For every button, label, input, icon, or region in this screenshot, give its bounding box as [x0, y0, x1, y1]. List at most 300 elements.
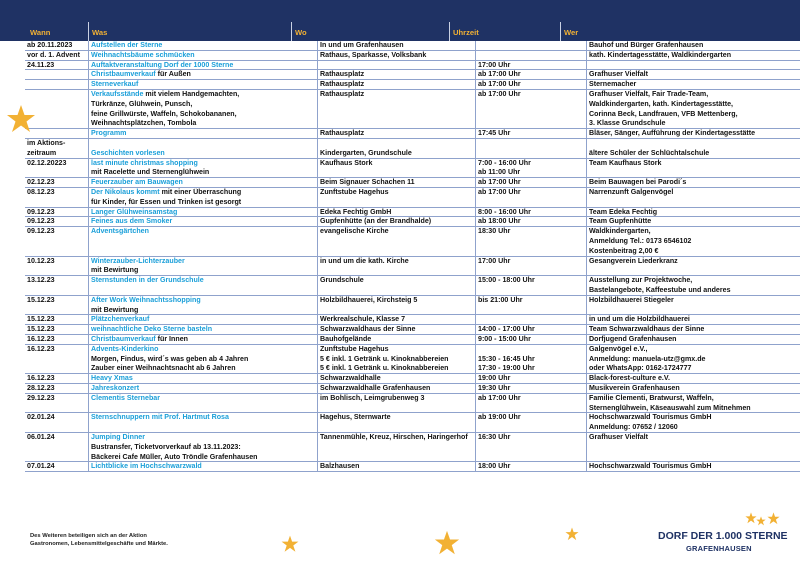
- cell-wann: [25, 70, 90, 79]
- cell-uhrzeit: [475, 384, 588, 393]
- cell-wer: [586, 61, 800, 70]
- cell-line: [91, 70, 319, 79]
- cell-line: 28.12.23: [27, 384, 55, 392]
- event-title: Lichtblicke im Hochschwarzwald: [91, 462, 202, 471]
- cell-was: [88, 257, 319, 276]
- cell-wann: [25, 276, 90, 295]
- cell-line: 5 € inkl. 1 Getränk u. Kinoknabbereien: [320, 354, 449, 363]
- cell-line: [91, 149, 319, 158]
- cell-was: [88, 413, 319, 432]
- cell-line: [91, 325, 319, 334]
- cell-uhrzeit: [475, 51, 588, 60]
- cell-wann: [25, 315, 90, 324]
- star-decoration-icon: [6, 104, 36, 134]
- cell-line: oder WhatsApp: 0162-1724777: [589, 364, 692, 373]
- cell-wo: [317, 433, 478, 461]
- cell-line: Ausstellung zur Projektwoche,: [589, 276, 693, 285]
- cell-wann: [25, 374, 90, 383]
- cell-line: [91, 139, 319, 149]
- cell-line: 18:00 Uhr: [478, 462, 511, 471]
- event-detail: für Außen: [155, 70, 191, 79]
- cell-line: Balzhausen: [320, 462, 360, 471]
- header-wer: Wer: [564, 28, 579, 37]
- cell-wer: [586, 276, 800, 295]
- cell-wann: [25, 394, 90, 413]
- header-wo: Wo: [295, 28, 307, 37]
- cell-wer: [586, 51, 800, 60]
- event-detail: mit Bewirtung: [91, 305, 139, 314]
- cell-wann: [25, 296, 90, 315]
- cell-wer: [586, 227, 800, 255]
- cell-line: Galgenvögel e.V.,: [589, 344, 648, 353]
- cell-line: Edeka Fechtig GmbH: [320, 207, 392, 216]
- event-title: Advents-Kinderkino: [91, 344, 159, 353]
- cell-was: [88, 325, 319, 334]
- event-title: Winterzauber-Lichterzauber: [91, 256, 185, 265]
- cell-line: Kaufhaus Stork: [320, 158, 373, 167]
- table-row: [25, 462, 800, 472]
- cell-line: Bauhofgelände: [320, 335, 372, 343]
- cell-line: 14:00 - 17:00 Uhr: [478, 325, 535, 334]
- cell-line: Anmeldung: manuela-utz@gmx.de: [589, 354, 706, 363]
- cell-line: [91, 462, 319, 471]
- cell-line: [91, 364, 319, 373]
- event-detail: mit Bewirtung: [91, 266, 139, 275]
- cell-line: 3. Klasse Grundschule: [589, 119, 666, 128]
- cell-line: in und um die Holzbildhauerei: [589, 315, 690, 324]
- cell-line: in und um die kath. Kirche: [320, 256, 409, 265]
- cell-line: 15:30 - 16:45 Uhr: [478, 354, 535, 363]
- event-title: Jumping Dinner: [91, 433, 145, 441]
- cell-was: [88, 462, 319, 471]
- cell-wann: [25, 208, 90, 217]
- cell-wann: [25, 227, 90, 255]
- cell-wo: [317, 325, 478, 334]
- cell-wann: [25, 325, 90, 334]
- cell-uhrzeit: [475, 129, 588, 138]
- cell-line: Grundschule: [320, 276, 364, 285]
- cell-line: Zunftstube Hagehus: [320, 188, 389, 196]
- cell-line: Bastelangebote, Kaffeestube und anderes: [589, 285, 731, 294]
- cell-uhrzeit: [475, 296, 588, 315]
- event-title: Clementis Sternebar: [91, 393, 160, 402]
- cell-line: zeitraum: [27, 148, 57, 157]
- cell-line: Grafhuser Vielfalt: [589, 433, 649, 441]
- cell-line: Narrenzunft Galgenvögel: [589, 188, 674, 196]
- cell-line: [91, 119, 319, 128]
- cell-line: Kostenbeitrag 2,00 €: [589, 246, 659, 255]
- event-title: Christbaumverkauf: [91, 335, 156, 343]
- cell-was: [88, 374, 319, 383]
- cell-line: 29.12.23: [27, 393, 55, 402]
- cell-line: 07.01.24: [27, 462, 55, 471]
- event-title: Verkaufsstände: [91, 90, 144, 98]
- cell-was: [88, 80, 319, 89]
- table-row: [25, 80, 800, 90]
- cell-was: [88, 345, 319, 373]
- cell-wer: [586, 335, 800, 344]
- cell-wann: [25, 41, 90, 50]
- cell-wo: [317, 208, 478, 217]
- cell-uhrzeit: [475, 178, 588, 187]
- cell-line: 09.12.23: [27, 227, 55, 236]
- event-title: Geschichten vorlesen: [91, 148, 165, 157]
- cell-line: ab 11:00 Uhr: [478, 168, 521, 177]
- cell-line: 16:30 Uhr: [478, 433, 511, 441]
- cell-line: [91, 110, 319, 120]
- cell-line: 19:00 Uhr: [478, 374, 511, 383]
- cell-wer: [586, 345, 800, 373]
- table-row: [25, 345, 800, 374]
- cell-wann: [25, 433, 90, 461]
- cell-line: 17:30 - 19:00 Uhr: [478, 364, 535, 373]
- cell-line: [91, 188, 319, 198]
- cell-uhrzeit: [475, 227, 588, 255]
- event-title: Aufstellen der Sterne: [91, 41, 163, 49]
- cell-line: Team Schwarzwaldhaus der Sinne: [589, 325, 705, 334]
- cell-was: [88, 227, 319, 255]
- cell-line: Bauhof und Bürger Grafenhausen: [589, 41, 704, 49]
- cell-was: [88, 433, 319, 461]
- table-row: [25, 217, 800, 227]
- cell-line: Waldkindergarten, kath. Kindertagesstätte,: [589, 99, 734, 108]
- cell-uhrzeit: [475, 208, 588, 217]
- table-row: [25, 139, 800, 159]
- cell-line: ab 20.11.2023: [27, 41, 73, 49]
- cell-line: ab 17:00 Uhr: [478, 90, 521, 98]
- cell-line: [91, 384, 319, 393]
- event-title: Programm: [91, 129, 127, 138]
- cell-was: [88, 90, 319, 128]
- cell-uhrzeit: [475, 257, 588, 276]
- cell-wer: [586, 70, 800, 79]
- cell-line: 16.12.23: [27, 374, 55, 383]
- cell-line: 8:00 - 16:00 Uhr: [478, 207, 531, 216]
- cell-line: ab 17:00 Uhr: [478, 178, 521, 187]
- cell-uhrzeit: [475, 139, 588, 158]
- table-row: [25, 276, 800, 296]
- cell-uhrzeit: [475, 61, 588, 70]
- cell-line: ab 18:00 Uhr: [478, 217, 521, 226]
- cell-wo: [317, 315, 478, 324]
- cell-line: kath. Kindertagesstätte, Waldkindergarten: [589, 50, 732, 59]
- event-detail: für Kinder, für Essen und Trinken ist gesorgt: [91, 197, 242, 206]
- star-decoration-icon: [767, 512, 780, 525]
- event-detail: mit Racelette und Sternenglühwein: [91, 168, 210, 177]
- cell-line: ab 17:00 Uhr: [478, 188, 521, 196]
- event-detail: Türkränze, Glühwein, Punsch,: [91, 99, 193, 108]
- cell-wer: [586, 462, 800, 471]
- cell-wer: [586, 325, 800, 334]
- cell-was: [88, 159, 319, 178]
- cell-was: [88, 70, 319, 79]
- cell-line: Team Kaufhaus Stork: [589, 158, 662, 167]
- cell-line: [91, 345, 319, 355]
- cell-wo: [317, 41, 478, 50]
- cell-uhrzeit: [475, 345, 588, 373]
- cell-line: Schwarzwaldhalle Grafenhausen: [320, 384, 431, 392]
- cell-line: 15.12.23: [27, 315, 55, 324]
- table-row: [25, 41, 800, 51]
- footer-note-line: Des Weiteren beteiligen sich an der Aktion: [30, 533, 147, 539]
- cell-wer: [586, 188, 800, 207]
- event-title: Der Nikolaus kommt: [91, 188, 160, 196]
- cell-wer: [586, 208, 800, 217]
- cell-uhrzeit: [475, 462, 588, 471]
- logo: [654, 530, 800, 560]
- cell-line: Sternemacher: [589, 80, 637, 89]
- cell-line: bis 21:00 Uhr: [478, 295, 523, 304]
- cell-line: [91, 335, 319, 344]
- cell-line: Rathausplatz: [320, 80, 365, 89]
- cell-uhrzeit: [475, 217, 588, 226]
- event-detail: Bäckerei Cafe Müller, Auto Tröndle Grafenhausen: [91, 452, 258, 461]
- cell-line: 02.12.23: [27, 178, 55, 187]
- cell-line: [478, 345, 588, 355]
- cell-line: Kindergarten, Grundschule: [320, 148, 412, 157]
- cell-line: 16.12.23: [27, 344, 55, 353]
- cell-line: Team Edeka Fechtig: [589, 207, 658, 216]
- event-detail: Weihnachtsplätzchen, Tombola: [91, 119, 197, 128]
- cell-line: Rathausplatz: [320, 129, 365, 138]
- cell-line: Gupfenhütte (an der Brandhalde): [320, 217, 432, 226]
- cell-line: [91, 129, 319, 138]
- cell-was: [88, 394, 319, 413]
- cell-wer: [586, 433, 800, 461]
- event-title: Adventsgärtchen: [91, 227, 149, 236]
- cell-line: 17:00 Uhr: [478, 256, 511, 265]
- cell-line: [91, 41, 319, 50]
- event-title: Sterneverkauf: [91, 80, 139, 89]
- table-row: [25, 227, 800, 256]
- cell-line: Zunftstube Hagehus: [320, 344, 389, 353]
- cell-wann: [25, 159, 90, 178]
- cell-uhrzeit: [475, 70, 588, 79]
- cell-wer: [586, 384, 800, 393]
- cell-line: im Aktions-: [27, 139, 66, 147]
- cell-line: [91, 168, 319, 177]
- event-detail: mit einer Überraschung: [159, 188, 242, 196]
- cell-line: [91, 159, 319, 169]
- footer-note: [30, 532, 168, 548]
- table-row: [25, 70, 800, 80]
- cell-line: Rathaus, Sparkasse, Volksbank: [320, 50, 427, 59]
- cell-line: Hochschwarzwald Tourismus GmbH: [589, 413, 712, 422]
- cell-line: [91, 453, 319, 462]
- cell-wann: [25, 51, 90, 60]
- cell-wo: [317, 217, 478, 226]
- cell-wo: [317, 80, 478, 89]
- cell-wo: [317, 257, 478, 276]
- cell-wann: [25, 61, 90, 70]
- cell-was: [88, 41, 319, 50]
- table-row: [25, 257, 800, 277]
- cell-line: [91, 433, 319, 443]
- logo-title: DORF DER 1.000 STERNE: [658, 530, 788, 542]
- table-row: [25, 51, 800, 61]
- cell-line: vor d. 1. Advent: [27, 50, 80, 59]
- cell-line: ab 17:00 Uhr: [478, 80, 521, 89]
- cell-line: Hochschwarzwald Tourismus GmbH: [589, 462, 712, 471]
- table-row: [25, 335, 800, 345]
- cell-line: [320, 139, 478, 149]
- cell-line: Team Gupfenhütte: [589, 217, 652, 226]
- cell-wo: [317, 188, 478, 207]
- cell-line: [91, 61, 319, 70]
- cell-line: Black-forest-culture e.V.: [589, 374, 670, 383]
- cell-line: Holzbildhauerei Stiegeler: [589, 295, 674, 304]
- cell-line: 02.12.20223: [27, 158, 67, 167]
- table-row: [25, 61, 800, 71]
- cell-line: [91, 178, 319, 187]
- cell-line: 18:30 Uhr: [478, 227, 511, 236]
- cell-line: 06.01.24: [27, 433, 55, 441]
- event-title: Feuerzauber am Bauwagen: [91, 178, 183, 187]
- cell-wo: [317, 384, 478, 393]
- cell-line: 10.12.23: [27, 256, 55, 265]
- header-uhrzeit: Uhrzeit: [453, 28, 479, 37]
- cell-wer: [586, 90, 800, 128]
- cell-uhrzeit: [475, 188, 588, 207]
- cell-uhrzeit: [475, 276, 588, 295]
- cell-line: Beim Bauwagen bei Parodi´s: [589, 178, 687, 187]
- cell-wer: [586, 159, 800, 178]
- cell-wo: [317, 129, 478, 138]
- cell-line: Rathausplatz: [320, 70, 365, 79]
- cell-wo: [317, 178, 478, 187]
- cell-line: Hagehus, Sternwarte: [320, 413, 391, 422]
- footer-note-line: Gastronomen, Lebensmittelgeschäfte und Märkte.: [30, 541, 168, 547]
- cell-wer: [586, 178, 800, 187]
- star-decoration-icon: [281, 535, 299, 553]
- cell-wann: [25, 413, 90, 432]
- cell-wo: [317, 70, 478, 79]
- cell-wo: [317, 159, 478, 178]
- table-row: [25, 90, 800, 129]
- cell-line: Tannenmühle, Kreuz, Hirschen, Haringerhof: [320, 433, 468, 441]
- cell-wer: [586, 315, 800, 324]
- table-row: [25, 178, 800, 188]
- cell-line: [91, 90, 319, 100]
- cell-line: 17:45 Uhr: [478, 129, 511, 138]
- cell-uhrzeit: [475, 80, 588, 89]
- table-row: [25, 325, 800, 335]
- cell-line: Beim Signauer Schachen 11: [320, 178, 415, 187]
- cell-wer: [586, 413, 800, 432]
- cell-wer: [586, 129, 800, 138]
- cell-wer: [586, 296, 800, 315]
- table-row: [25, 394, 800, 414]
- cell-wo: [317, 276, 478, 295]
- cell-wo: [317, 413, 478, 432]
- cell-line: 5 € inkl. 1 Getränk u. Kinoknabbereien: [320, 364, 449, 373]
- cell-line: ab 19:00 Uhr: [478, 413, 521, 422]
- cell-line: Schwarzwaldhaus der Sinne: [320, 325, 416, 334]
- cell-wann: [25, 257, 90, 276]
- cell-was: [88, 188, 319, 207]
- cell-line: ab 17:00 Uhr: [478, 393, 521, 402]
- table-row: [25, 374, 800, 384]
- cell-line: 13.12.23: [27, 276, 55, 285]
- cell-uhrzeit: [475, 325, 588, 334]
- event-title: Christbaumverkauf: [91, 70, 156, 79]
- cell-wann: [25, 178, 90, 187]
- cell-was: [88, 296, 319, 315]
- cell-line: Grafhuser Vielfalt: [589, 70, 649, 79]
- cell-wo: [317, 227, 478, 255]
- cell-was: [88, 129, 319, 138]
- cell-line: [91, 413, 319, 423]
- cell-line: Rathausplatz: [320, 90, 365, 98]
- cell-line: [91, 198, 319, 207]
- cell-uhrzeit: [475, 413, 588, 432]
- cell-line: [91, 51, 319, 60]
- cell-uhrzeit: [475, 374, 588, 383]
- event-title: last minute christmas shopping: [91, 158, 198, 167]
- cell-wann: [25, 384, 90, 393]
- cell-line: Gesangverein Liederkranz: [589, 256, 678, 265]
- cell-was: [88, 139, 319, 158]
- event-title: Auftaktveranstaltung Dorf der 1000 Sterne: [91, 60, 234, 69]
- cell-line: [91, 296, 319, 306]
- cell-line: [91, 276, 319, 286]
- cell-line: Bläser, Sänger, Aufführung der Kindertagesstätte: [589, 129, 756, 138]
- cell-line: 15.12.23: [27, 325, 55, 334]
- event-title: Sternschnuppern mit Prof. Hartmut Rosa: [91, 413, 229, 422]
- cell-line: 08.12.23: [27, 188, 55, 196]
- cell-uhrzeit: [475, 394, 588, 413]
- cell-was: [88, 276, 319, 295]
- cell-line: Dorfjugend Grafenhausen: [589, 335, 677, 343]
- cell-wann: [25, 462, 90, 471]
- cell-was: [88, 315, 319, 324]
- cell-wo: [317, 345, 478, 373]
- header-wann: Wann: [30, 28, 51, 37]
- event-title: Heavy Xmas: [91, 374, 133, 383]
- cell-wann: [25, 188, 90, 207]
- cell-line: 15.12.23: [27, 295, 55, 304]
- cell-uhrzeit: [475, 315, 588, 324]
- cell-line: ältere Schüler der Schlüchtalschule: [589, 148, 710, 157]
- cell-line: [91, 257, 319, 267]
- table-row: [25, 433, 800, 462]
- event-detail: mit vielem Handgemachten,: [143, 90, 240, 98]
- column-header-row: [0, 27, 800, 39]
- event-title: Jahreskonzert: [91, 384, 140, 392]
- cell-wo: [317, 335, 478, 344]
- table-row: [25, 413, 800, 433]
- cell-was: [88, 178, 319, 187]
- cell-wer: [586, 80, 800, 89]
- cell-line: [91, 208, 319, 217]
- cell-was: [88, 61, 319, 70]
- cell-line: 15:00 - 18:00 Uhr: [478, 276, 535, 285]
- cell-uhrzeit: [475, 433, 588, 461]
- cell-line: 19:30 Uhr: [478, 384, 511, 392]
- cell-line: Werkrealschule, Klasse 7: [320, 315, 406, 324]
- cell-line: [91, 227, 319, 237]
- cell-was: [88, 217, 319, 226]
- table-row: [25, 208, 800, 218]
- star-decoration-icon: [756, 516, 766, 526]
- cell-line: 16.12.23: [27, 335, 55, 343]
- cell-wo: [317, 394, 478, 413]
- event-detail: Bustransfer, Ticketvorverkauf ab 13.11.2023:: [91, 442, 241, 451]
- cell-line: [91, 80, 319, 89]
- cell-line: Corinna Beck, Landfrauen, VFB Mettenberg,: [589, 109, 738, 118]
- event-title: Weihnachtsbäume schmücken: [91, 50, 195, 59]
- table-row: [25, 384, 800, 394]
